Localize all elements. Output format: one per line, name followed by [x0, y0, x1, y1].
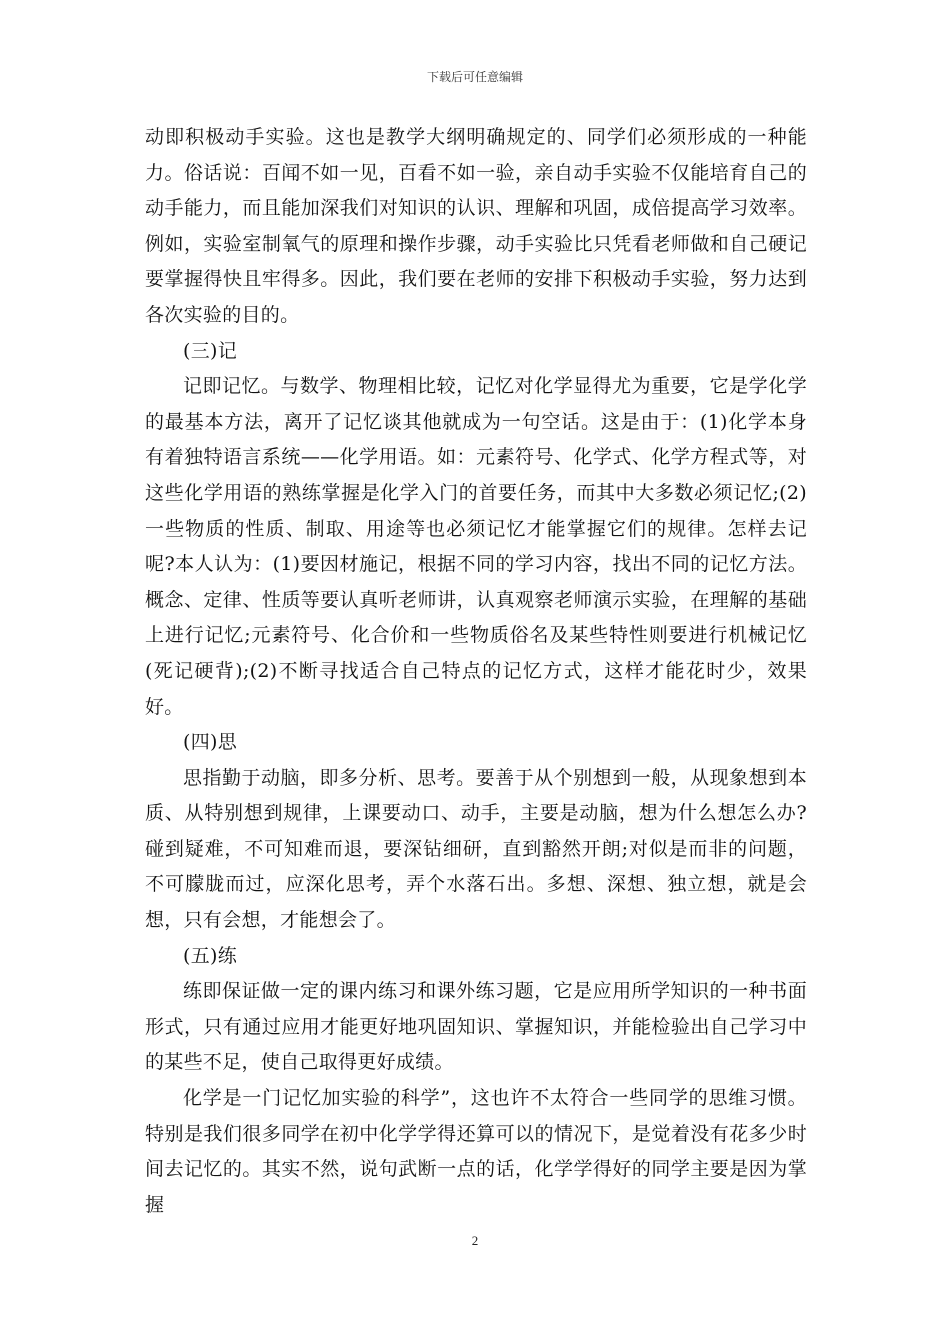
paragraph-chemistry-memory: 化学是一门记忆加实验的科学”，这也许不太符合一些同学的思维习惯。特别是我们很多同学在初中化学学得还算可以的情况下，是觉着没有花多少时间去记忆的。其实不然，说句武断一点的话，化学学得好的同学主要是因为掌握 [145, 1087, 807, 1216]
paragraph-memorize: 记即记忆。与数学、物理相比较，记忆对化学显得尤为重要，它是学化学的最基本方法，离开了记忆谈其他就成为一句空话。这是由于：(1)化学本身有着独特语言系统——化学用语。如：元素符号、化学式、化学方程式等，对这些化学用语的熟练掌握是化学入门的首要任务，而其中大多数必须记忆;(2)一些物质的性质、制取、用途等也必须记忆才能掌握它们的规律。怎样去记呢?本人认为：(1)要因材施记，根据不同的学习内容，找出不同的记忆方法。概念、定律、性质等要认真听老师讲，认真观察老师演示实验，在理解的基础上进行记忆;元素符号、化合价和一些物质俗名及某些特性则要进行机械记忆(死记硬背);(2)不断寻找适合自己特点的记忆方式，这样才能花时少，效果好。 [145, 375, 807, 718]
paragraph-practice-continued: 动即积极动手实验。这也是教学大纲明确规定的、同学们必须形成的一种能力。俗话说：百闻不如一见，百看不如一验，亲自动手实验不仅能培育自己的动手能力，而且能加深我们对知识的认识、理解和巩固，成倍提高学习效率。例如，实验室制氧气的原理和操作步骤，动手实验比只凭看老师做和自己硬记要掌握得快且牢得多。因此，我们要在老师的安排下积极动手实验，努力达到各次实验的目的。 [145, 126, 807, 326]
section-heading-memorize: (三)记 [183, 339, 238, 362]
header-note: 下载后可任意编辑 [426, 70, 523, 84]
page-number: 2 [471, 1233, 479, 1248]
paragraph-think: 思指勤于动脑，即多分析、思考。要善于从个别想到一般，从现象想到本质、从特别想到规律，上课要动口、动手，主要是动脑，想为什么想怎么办?碰到疑难，不可知难而退，要深钻细研，直到豁然开朗;对似是而非的问题，不可朦胧而过，应深化思考，弄个水落石出。多想、深想、独立想，就是会想，只有会想，才能想会了。 [145, 766, 807, 932]
document-body [145, 120, 807, 1223]
section-heading-think: (四)思 [183, 731, 238, 754]
section-heading-practice: (五)练 [183, 944, 238, 967]
paragraph-practice: 练即保证做一定的课内练习和课外练习题，它是应用所学知识的一种书面形式，只有通过应用才能更好地巩固知识、掌握知识，并能检验出自己学习中的某些不足，使自己取得更好成绩。 [145, 980, 807, 1074]
